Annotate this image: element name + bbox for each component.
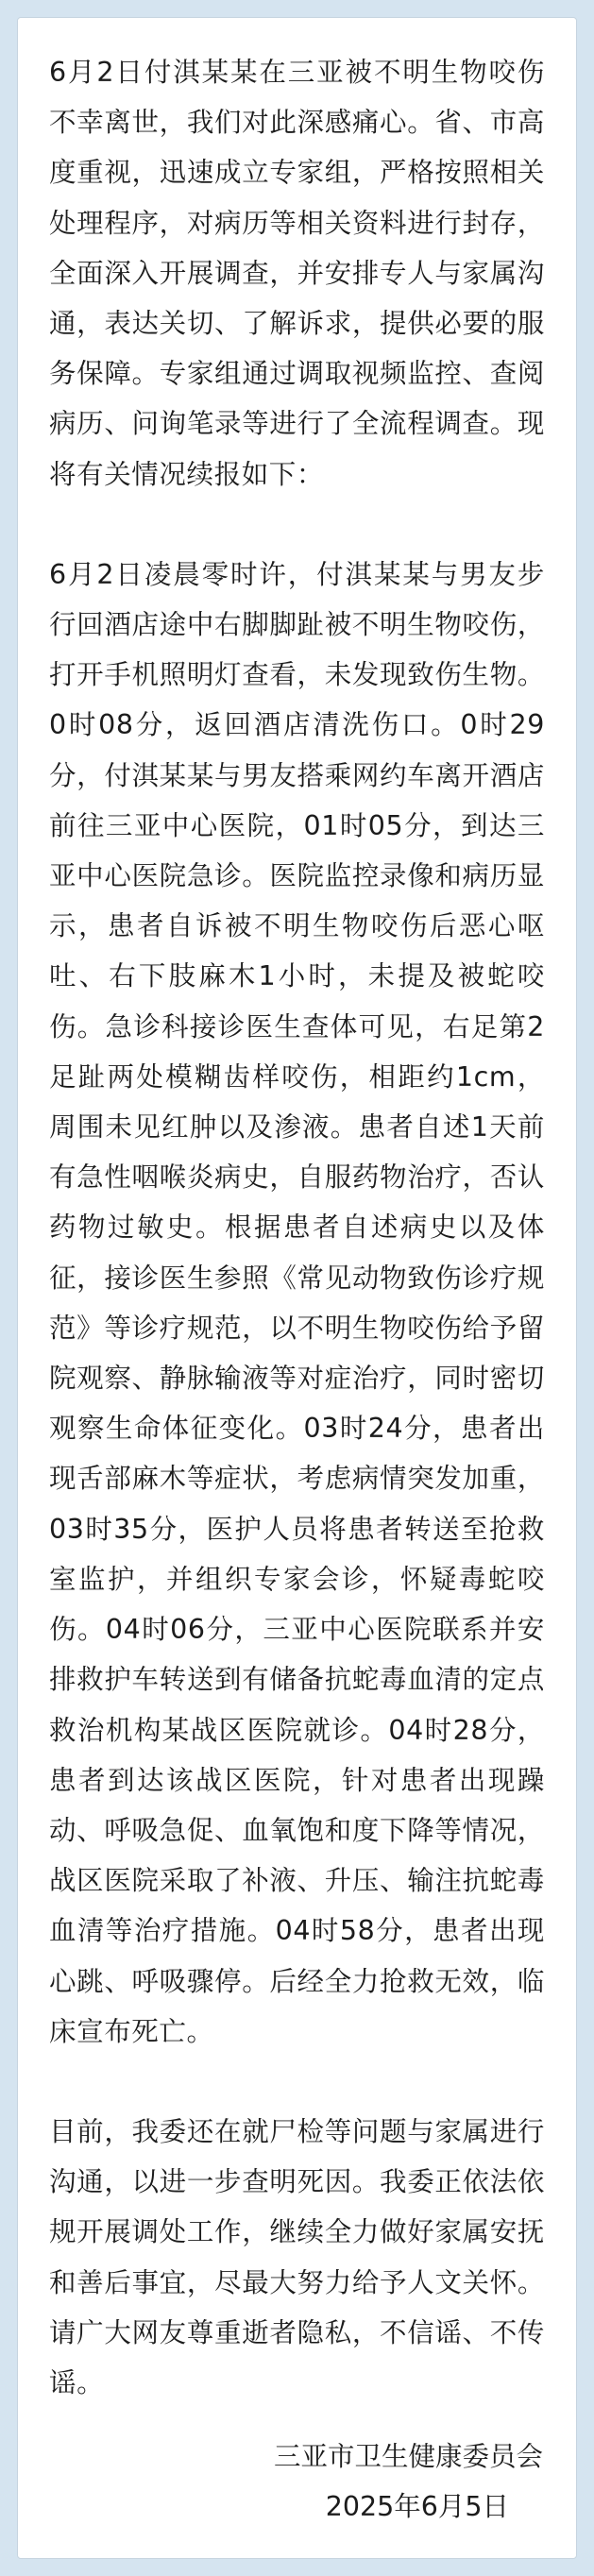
issue-date: 2025年6月5日: [325, 2491, 509, 2522]
issuing-organization: 三亚市卫生健康委员会: [273, 2441, 543, 2472]
notice-body: [49, 47, 545, 2408]
signature-block: [241, 2432, 543, 2532]
paragraph-current-status: 目前，我委还在就尸检等问题与家属进行沟通，以进一步查明死因。我委正依法依规开展调处工作，继续全力做好家属安抚和善后事宜，尽最大努力给予人文关怀。请广大网友尊重逝者隐私，不信谣、不传谣。: [49, 2115, 545, 2398]
paragraph-details: 6月2日凌晨零时许，付淇某某与男友步行回酒店途中右脚脚趾被不明生物咬伤，打开手机照明灯查看，未发现致伤生物。0时08分，返回酒店清洗伤口。0时29分，付淇某某与男友搭乘网约车离开酒店前往三亚中心医院，01时05分，到达三亚中心医院急诊。医院监控录像和病历显示，患者自诉被不明生物咬伤后恶心呕吐、右下肢麻木1小时，未提及被蛇咬伤。急诊科接诊医生查体可见，右足第2足趾两处模糊齿样咬伤，相距约1cm，周围未见红肿以及渗液。患者自述1天前有急性咽喉炎病史，自服药物治疗，否认药物过敏史。根据患者自述病史以及体征，接诊医生参照《常见动物致伤诊疗规范》等诊疗规范，以不明生物咬伤给予留院观察、静脉输液等对症治疗，同时密切观察生命体征变化。03时24分，患者出现舌部麻木等症状，考虑病情突发加重，03时35分，医护人员将患者转送至抢救室监护，并组织专家会诊，怀疑毒蛇咬伤。04时06分，三亚中心医院联系并安排救护车转送到有储备抗蛇毒血清的定点救治机构某战区医院就诊。04时28分，患者到达该战区医院，针对患者出现躁动、呼吸急促、血氧饱和度下降等情况，战区医院采取了补液、升压、输注抗蛇毒血清等治疗措施。04时58分，患者出现心跳、呼吸骤停。后经全力抢救无效，临床宣布死亡。: [49, 558, 545, 2047]
paragraph-intro: 6月2日付淇某某在三亚被不明生物咬伤不幸离世，我们对此深感痛心。省、市高度重视，迅速成立专家组，严格按照相关处理程序，对病历等相关资料进行封存，全面深入开展调查，并安排专人与家属沟通，表达关切、了解诉求，提供必要的服务保障。专家组通过调取视频监控、查阅病历、问询笔录等进行了全流程调查。现将有关情况续报如下：: [49, 57, 545, 490]
